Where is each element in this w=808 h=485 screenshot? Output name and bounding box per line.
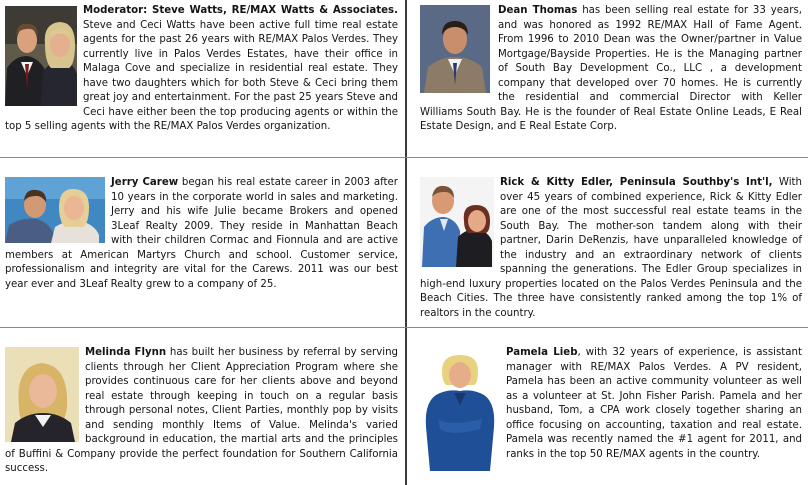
column-divider	[405, 0, 407, 485]
profile-name: Moderator: Steve Watts, RE/MAX Watts & Associates.	[83, 5, 398, 16]
photo-watts	[5, 6, 77, 106]
profile-name: Melinda Flynn	[85, 347, 167, 358]
profile-bio: , with 32 years of experience, is assistant manager with RE/MAX Palos Verdes. A PV resident, Pamela has been an active community volunteer as well as a volunteer at St. John Fisher Parish. Pamela and her husband, Tom, a CPA work closely together sharing an office focusing on accounting, taxation and real estate. Pamela was recently named the #1 agent for 2011, and ranks in the top 50 RE/MAX agents in the country.	[506, 347, 802, 460]
profile-bio: With over 45 years of combined experience, Rick & Kitty Edler are one of the most successful real estate teams in the South Bay. The mother-son tandem along with their partner, Darin DeRenzis, have unparalleled knowledge of the industry and an extraordinary network of clients spanning the generations. The Edler Group specializes in high-end luxury properties located on the Palos Verdes Peninsula and the Beach Cities. The three have consistently ranked among the top 1% of realtors in the country.	[420, 177, 802, 319]
profile-watts	[0, 0, 406, 158]
photo-dean-thomas	[420, 5, 490, 93]
profile-name: Rick & Kitty Edler, Peninsula Southby's Int'l,	[500, 177, 773, 188]
profile-bio: has built her business by referral by serving clients through her Client Appreciation Program where she provides continuous care for her clients above and beyond real estate through keeping in touch on a regular basis through personal notes, Client Parties, monthly pop by visits and sending monthly Items of Value. Melinda's varied background in education, the martial arts and the principles of Buffini & Company provide the perfect foundation for Southern California success.	[5, 347, 398, 474]
profile-bio: has been selling real estate for 33 years, and was honored as 1992 RE/MAX Hall of Fame Agent. From 1996 to 2010 Dean was the Owner/partner in Value Mortgage/Bayside Properties. He is the Managing partner of South Bay Development Co., LLC , a development company that developed over 70 homes. He is currently the residential and commercial Director with Keller Williams South Bay. He is the founder of Real Estate Online Leads, E Real Estate Design, and E Real Estate Corp.	[420, 5, 802, 132]
profile-melinda-flynn	[0, 328, 406, 485]
profile-bio: Steve and Ceci Watts have been active full time real estate agents for the past 26 years with RE/MAX Palos Verdes. They currently live in Palos Verdes Estates, have their office in Malaga Cove and specialize in residential real estate. They have two daughters which for both Steve & Ceci bring them great joy and entertainment. For the past 25 years Steve and Ceci have either been the top producing agents or within the top 5 selling agents with the RE/MAX Palos Verdes organization.	[5, 19, 398, 132]
photo-lieb	[420, 347, 500, 471]
profile-jerry-carew	[0, 158, 406, 328]
profile-name: Jerry Carew	[111, 177, 179, 188]
profile-pamela-lieb	[406, 328, 808, 485]
row-divider	[0, 157, 808, 158]
photo-flynn	[5, 347, 79, 442]
profile-name: Dean Thomas	[498, 5, 578, 16]
profile-edler	[406, 158, 808, 328]
profile-name: Pamela Lieb	[506, 347, 578, 358]
profile-dean-thomas	[406, 0, 808, 158]
row-divider	[0, 327, 808, 328]
photo-edler	[420, 177, 494, 267]
profile-bio: began his real estate career in 2003 after 10 years in the corporate world in sales and marketing. Jerry and his wife Julie became Brokers and opened 3Leaf Realty 2009. They reside in Manhattan Beach with their children Cormac and Fionnula and are active members at American Martyrs Church and school. Customer service, professionalism and integrity are vital for the Carews. 2011 was our best year ever and 3Leaf Realty grew to a company of 25.	[5, 177, 398, 290]
photo-carew	[5, 177, 105, 243]
